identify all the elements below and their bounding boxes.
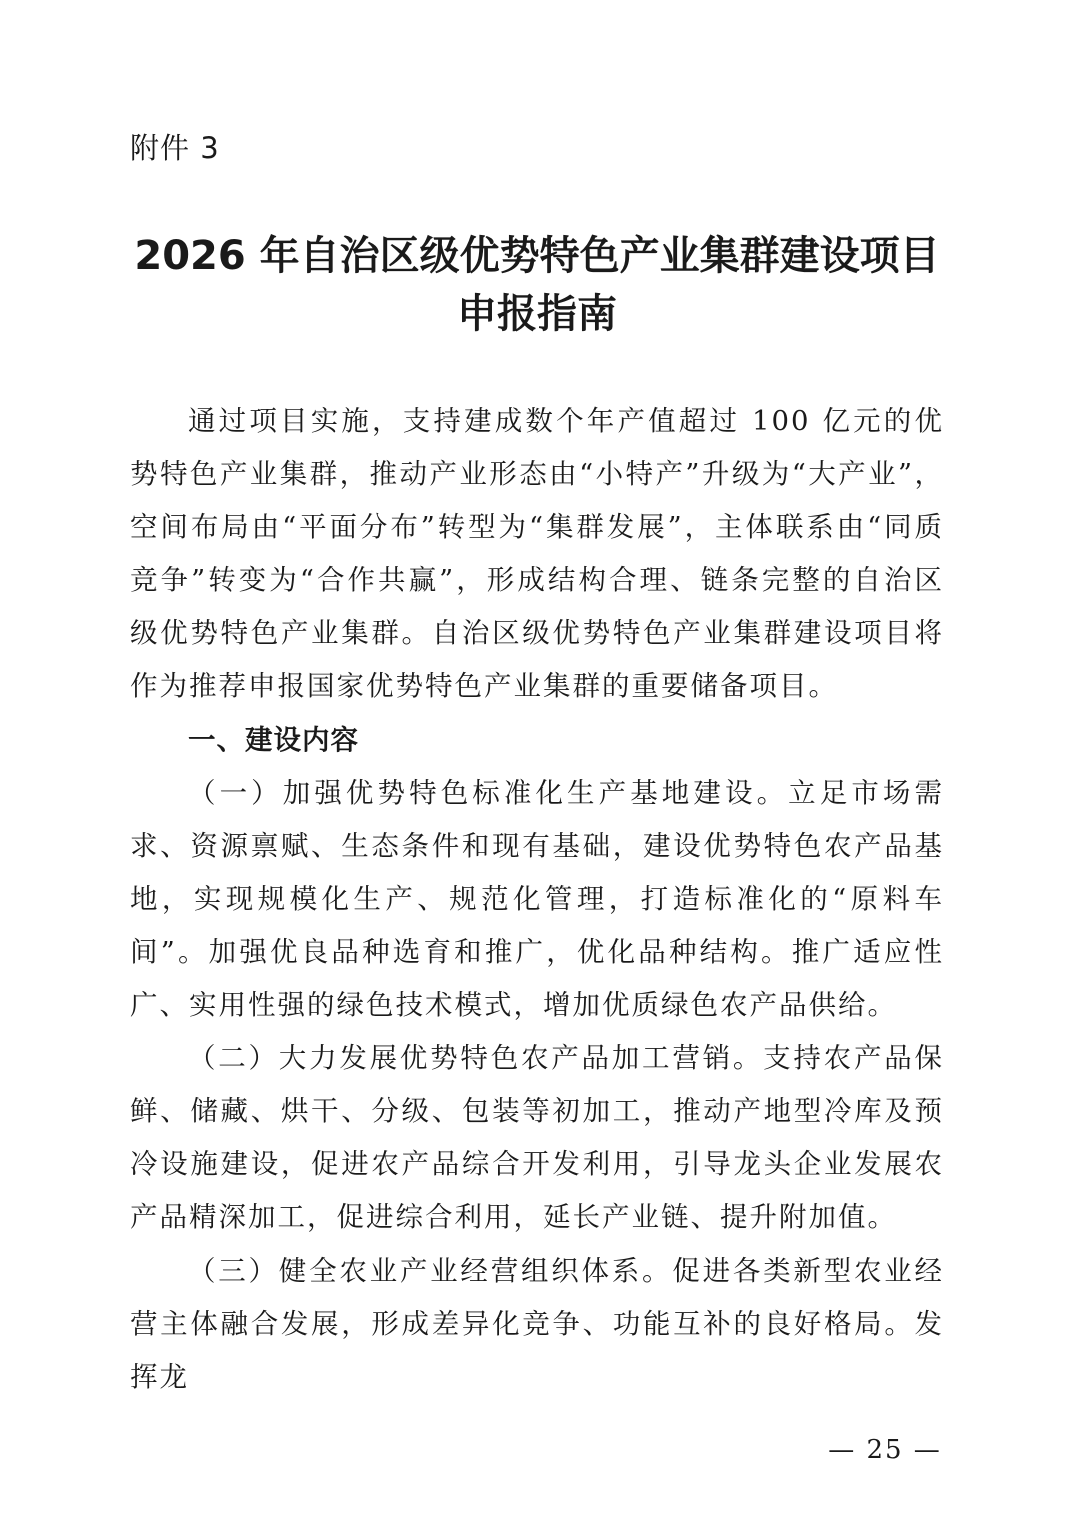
document-title-line-1: 2026 年自治区级优势特色产业集群建设项目 — [134, 233, 940, 279]
document-body — [130, 395, 944, 1404]
section-heading: 一、建设内容 — [188, 723, 359, 756]
intro-paragraph: 通过项目实施，支持建成数个年产值超过 100 亿元的优势特色产业集群，推动产业形态由“小特产”升级为“大产业”，空间布局由“平面分布”转型为“集群发展”，主体联系由“同质竞争”转变为“合作共赢”，形成结构合理、链条完整的自治区级优势特色产业集群。自治区级优势特色产业集群建设项目将作为推荐申报国家优势特色产业集群的重要储备项目。 — [130, 405, 944, 703]
attachment-label: 附件 3 — [130, 131, 220, 165]
page-number: — 25 — — [828, 1435, 942, 1465]
section-item-2: （二）大力发展优势特色农产品加工营销。支持农产品保鲜、储藏、烘干、分级、包装等初加工，推动产地型冷库及预冷设施建设，促进农产品综合开发利用，引导龙头企业发展农产品精深加工，促进综合利用，延长产业链、提升附加值。 — [130, 1042, 944, 1234]
document-title-line-2: 申报指南 — [457, 291, 617, 337]
section-item-3: （三）健全农业产业经营组织体系。促进各类新型农业经营主体融合发展，形成差异化竞争、功能互补的良好格局。发挥龙 — [130, 1254, 944, 1393]
section-item-1: （一）加强优势特色标准化生产基地建设。立足市场需求、资源禀赋、生态条件和现有基础，建设优势特色农产品基地，实现规模化生产、规范化管理，打造标准化的“原料车间”。加强优良品种选育和推广，优化品种结构。推广适应性广、实用性强的绿色技术模式，增加优质绿色农产品供给。 — [130, 776, 944, 1022]
